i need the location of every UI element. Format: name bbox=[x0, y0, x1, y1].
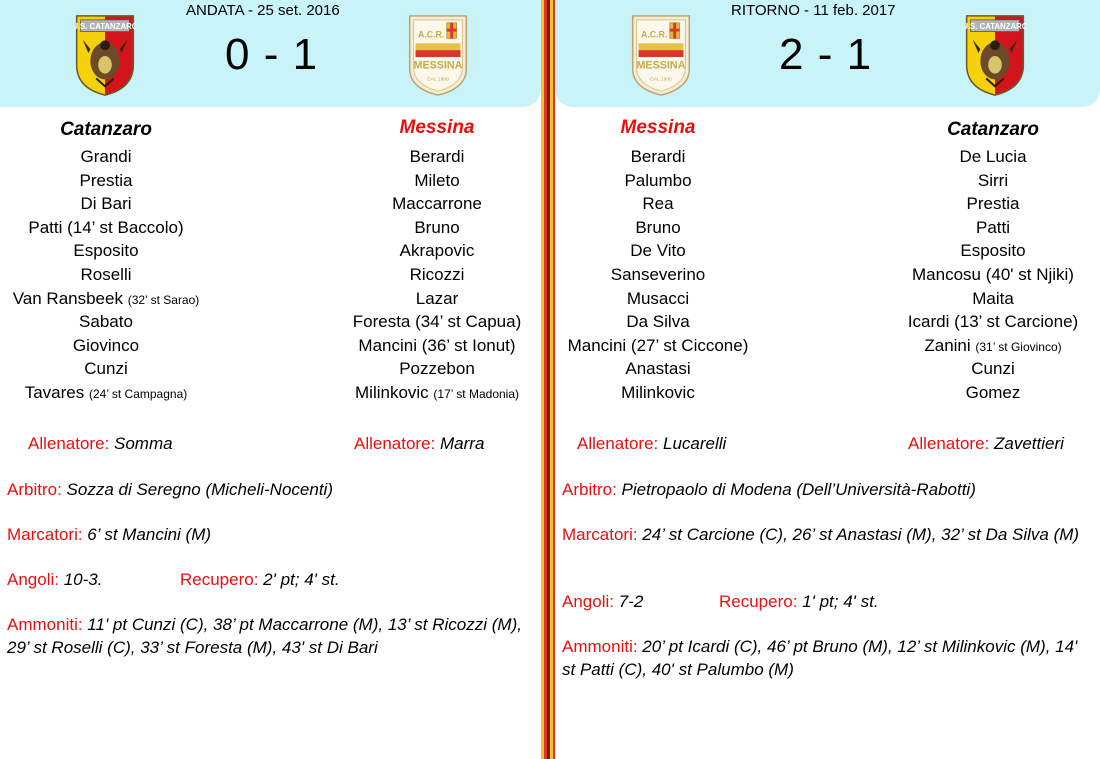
player bbox=[13, 264, 200, 288]
player-name: Mancosu (40' st Njiki) bbox=[912, 264, 1074, 284]
player-name: Da Silva bbox=[626, 312, 690, 332]
player-name: Esposito bbox=[73, 241, 139, 261]
info-value: 11' pt Cunzi (C), 38’ pt Maccarrone (M), 13’ st Ricozzi (M), 29’ st Roselli (C), 33’ st Foresta (M), 43' st Di Bari bbox=[7, 615, 522, 657]
player-name: Maccarrone bbox=[392, 194, 482, 214]
player-name: Ricozzi bbox=[409, 264, 465, 284]
ritorno-home-team-name: Messina bbox=[620, 117, 696, 138]
ritorno-home-coach bbox=[577, 433, 726, 456]
ritorno-score: 2 - 1 bbox=[779, 30, 873, 79]
player-name: Mileto bbox=[414, 170, 460, 190]
catanzaro-crest-icon bbox=[74, 14, 136, 98]
messina-crest-icon bbox=[407, 14, 469, 98]
player bbox=[908, 146, 1078, 170]
center-divider bbox=[541, 0, 555, 759]
player bbox=[908, 358, 1078, 382]
andata-corners bbox=[7, 569, 102, 592]
andata-section bbox=[0, 0, 541, 759]
info-value: 6’ st Mancini (M) bbox=[87, 525, 212, 544]
info-label: Ammoniti: bbox=[7, 615, 88, 634]
player bbox=[568, 217, 749, 241]
ritorno-away-coach bbox=[908, 433, 1064, 456]
player-name: Bruno bbox=[414, 217, 460, 237]
player bbox=[908, 217, 1078, 241]
player-name: Sanseverino bbox=[610, 264, 706, 284]
info-label: Allenatore: bbox=[354, 434, 440, 453]
player bbox=[13, 382, 200, 406]
player-name: Cunzi bbox=[971, 359, 1015, 379]
info-value: 7-2 bbox=[618, 592, 644, 611]
player-name: Gomez bbox=[965, 382, 1021, 402]
player bbox=[908, 288, 1078, 312]
player-name: Grandi bbox=[80, 147, 132, 166]
player-name: Milinkovic bbox=[621, 382, 695, 402]
player bbox=[353, 170, 522, 194]
player bbox=[568, 288, 749, 312]
info-label: Recupero: bbox=[180, 570, 264, 589]
player-name: Sirri bbox=[977, 170, 1009, 190]
player bbox=[908, 170, 1078, 194]
ritorno-referee bbox=[562, 479, 976, 502]
ritorno-section bbox=[555, 0, 1100, 759]
info-value: 2' pt; 4' st. bbox=[263, 570, 340, 589]
info-value: 24’ st Carcione (C), 26’ st Anastasi (M), 32’ st Da Silva (M) bbox=[642, 525, 1080, 544]
player bbox=[568, 311, 749, 335]
info-label: Arbitro: bbox=[562, 480, 622, 499]
andata-stoppage bbox=[180, 569, 340, 592]
player-name: Icardi (13’ st Carcione) bbox=[907, 312, 1079, 332]
player bbox=[568, 170, 749, 194]
info-value: Somma bbox=[114, 434, 173, 453]
player-name: Giovinco bbox=[72, 335, 140, 355]
player bbox=[568, 382, 749, 406]
ritorno-home-lineup bbox=[568, 146, 749, 406]
info-label: Allenatore: bbox=[908, 434, 994, 453]
player-name: Di Bari bbox=[80, 194, 132, 214]
catanzaro-crest-icon bbox=[964, 14, 1026, 98]
substitution-note: (17’ st Madonia) bbox=[433, 386, 519, 401]
player-name: Prestia bbox=[79, 170, 133, 190]
player-name: Rea bbox=[642, 194, 674, 214]
substitution-note: (31’ st Giovinco) bbox=[975, 339, 1062, 354]
player-name: Tavares bbox=[24, 382, 89, 402]
player bbox=[13, 240, 200, 264]
player bbox=[13, 146, 200, 170]
ritorno-away-lineup bbox=[908, 146, 1078, 406]
player bbox=[908, 193, 1078, 217]
player-name: Zanini bbox=[924, 335, 976, 355]
andata-away-lineup bbox=[353, 146, 522, 406]
info-value: 10-3. bbox=[63, 570, 103, 589]
player-name: Palumbo bbox=[624, 170, 692, 190]
player-name: Pozzebon bbox=[399, 359, 475, 379]
info-label: Marcatori: bbox=[7, 525, 88, 544]
andata-referee bbox=[7, 479, 333, 502]
andata-date: ANDATA - 25 set. 2016 bbox=[186, 2, 340, 19]
player-name: Akrapovic bbox=[399, 241, 475, 261]
player bbox=[353, 264, 522, 288]
player-name: Berardi bbox=[409, 147, 465, 166]
andata-away-coach bbox=[354, 433, 484, 456]
player bbox=[568, 264, 749, 288]
player-name: Esposito bbox=[960, 241, 1026, 261]
player bbox=[13, 193, 200, 217]
player bbox=[353, 311, 522, 335]
player-name: Milinkovic bbox=[355, 382, 434, 402]
info-value: 1' pt; 4' st. bbox=[802, 592, 879, 611]
player-name: Foresta (34’ st Capua) bbox=[352, 312, 522, 332]
andata-home-team-name: Catanzaro bbox=[60, 119, 152, 140]
player bbox=[353, 288, 522, 312]
player-name: Mancini (36’ st Ionut) bbox=[358, 335, 516, 355]
ritorno-corners bbox=[562, 591, 643, 614]
player bbox=[13, 217, 200, 241]
info-label: Arbitro: bbox=[7, 480, 67, 499]
info-value: Sozza di Seregno (Micheli-Nocenti) bbox=[66, 480, 333, 499]
andata-bookings bbox=[7, 614, 532, 659]
player bbox=[568, 146, 749, 170]
player bbox=[568, 335, 749, 359]
player-name: Mancini (27’ st Ciccone) bbox=[567, 335, 749, 355]
player bbox=[353, 193, 522, 217]
player bbox=[353, 217, 522, 241]
info-label: Ammoniti: bbox=[562, 637, 643, 656]
player bbox=[353, 146, 522, 170]
player bbox=[353, 358, 522, 382]
substitution-note: (32’ st Sarao) bbox=[127, 292, 200, 307]
player-name: Anastasi bbox=[625, 359, 691, 379]
player bbox=[13, 358, 200, 382]
player-name: Van Ransbeek bbox=[12, 288, 128, 308]
player-name: Patti (14’ st Baccolo) bbox=[28, 217, 184, 237]
info-value: 20’ pt Icardi (C), 46’ pt Bruno (M), 12’ st Milinkovic (M), 14' st Patti (C), 40' st Palumbo (M) bbox=[562, 637, 1078, 679]
info-value: Marra bbox=[440, 434, 485, 453]
ritorno-scorers bbox=[562, 524, 1082, 547]
info-label: Angoli: bbox=[7, 570, 64, 589]
player-name: Roselli bbox=[80, 264, 132, 284]
player bbox=[353, 240, 522, 264]
player-name: Prestia bbox=[966, 194, 1020, 214]
andata-scorers bbox=[7, 524, 211, 547]
player bbox=[908, 264, 1078, 288]
player bbox=[13, 311, 200, 335]
ritorno-date: RITORNO - 11 feb. 2017 bbox=[731, 2, 896, 19]
andata-score: 0 - 1 bbox=[225, 30, 319, 79]
player-name: De Vito bbox=[630, 241, 686, 261]
andata-home-coach bbox=[28, 433, 173, 456]
player-name: De Lucia bbox=[959, 147, 1027, 166]
ritorno-away-team-name: Catanzaro bbox=[947, 119, 1039, 140]
player bbox=[353, 335, 522, 359]
info-label: Marcatori: bbox=[562, 525, 643, 544]
player-name: Berardi bbox=[630, 147, 686, 166]
player-name: Patti bbox=[975, 217, 1011, 237]
player bbox=[568, 240, 749, 264]
player-name: Maita bbox=[972, 288, 1014, 308]
player-name: Musacci bbox=[626, 288, 690, 308]
andata-away-team-name: Messina bbox=[399, 117, 475, 138]
player bbox=[568, 193, 749, 217]
substitution-note: (24’ st Campagna) bbox=[88, 386, 188, 401]
ritorno-bookings bbox=[562, 636, 1087, 681]
info-label: Allenatore: bbox=[28, 434, 114, 453]
info-label: Allenatore: bbox=[577, 434, 663, 453]
player bbox=[908, 382, 1078, 406]
andata-home-lineup bbox=[13, 146, 200, 406]
info-label: Recupero: bbox=[719, 592, 803, 611]
player-name: Cunzi bbox=[84, 359, 128, 379]
player bbox=[13, 170, 200, 194]
ritorno-stoppage bbox=[719, 591, 879, 614]
player bbox=[13, 288, 200, 312]
info-label: Angoli: bbox=[562, 592, 619, 611]
player-name: Bruno bbox=[635, 217, 681, 237]
info-value: Pietropaolo di Modena (Dell’Università-Rabotti) bbox=[621, 480, 976, 499]
player bbox=[13, 335, 200, 359]
player bbox=[908, 240, 1078, 264]
messina-crest-icon bbox=[630, 14, 692, 98]
info-value: Lucarelli bbox=[663, 434, 727, 453]
player-name: Lazar bbox=[415, 288, 459, 308]
player bbox=[908, 335, 1078, 359]
player bbox=[568, 358, 749, 382]
player bbox=[908, 311, 1078, 335]
info-value: Zavettieri bbox=[994, 434, 1064, 453]
player bbox=[353, 382, 522, 406]
player-name: Sabato bbox=[79, 312, 133, 332]
